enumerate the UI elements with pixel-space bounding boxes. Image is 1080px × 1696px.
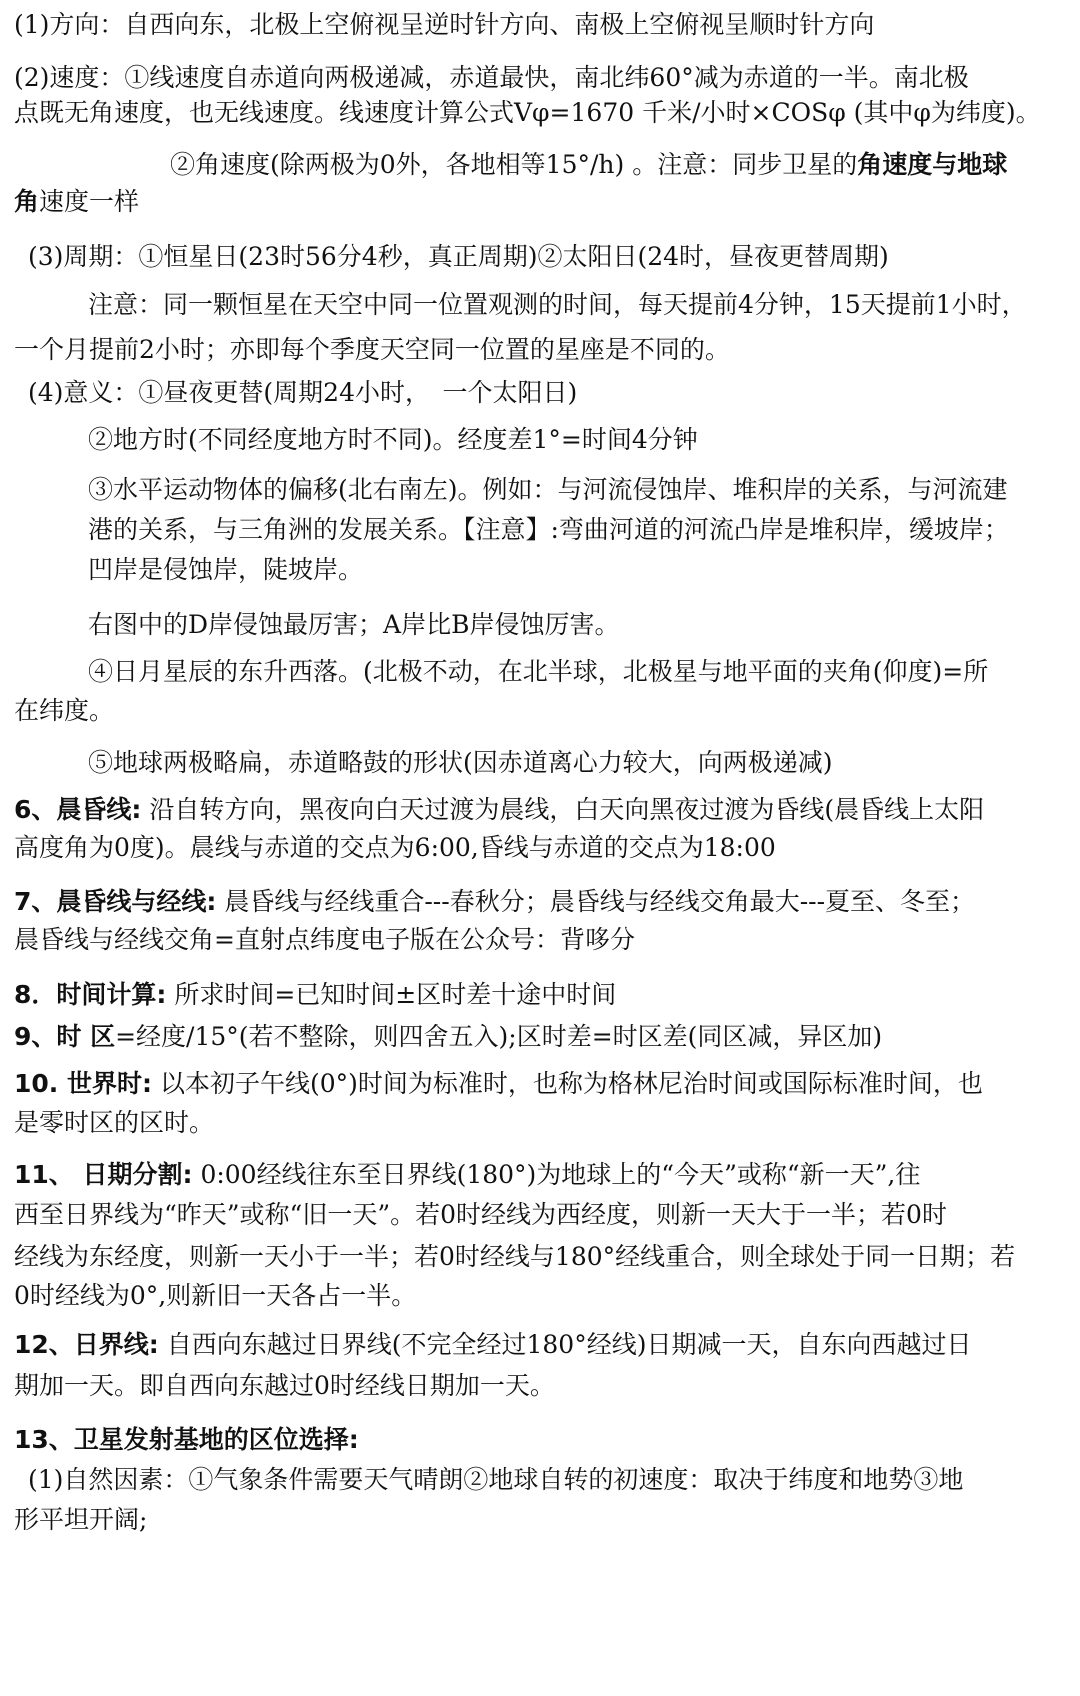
text-line bbox=[170, 145, 1007, 185]
text-line bbox=[88, 743, 833, 783]
bold-heading: 角 bbox=[14, 187, 40, 216]
text-segment: (3)周期：①恒星日(23时56分4秒，真正周期)②太阳日(24时，昼夜更替周期) bbox=[28, 242, 889, 271]
text-segment: 是零时区的区时。 bbox=[14, 1108, 215, 1137]
text-line bbox=[28, 1460, 963, 1500]
bold-heading: 6、晨昏线: bbox=[14, 795, 142, 824]
text-line bbox=[14, 920, 635, 960]
text-segment: 港的关系，与三角洲的发展关系。【注意】:弯曲河道的河流凸岸是堆积岸，缓坡岸； bbox=[88, 515, 1009, 544]
text-segment: =经度/15°(若不整除，则四舍五入);区时差=时区差(同区减，异区加) bbox=[115, 1022, 883, 1051]
bold-heading: 7、晨昏线与经线: bbox=[14, 887, 217, 916]
text-line bbox=[14, 1195, 947, 1235]
text-segment: (1)方向：自西向东，北极上空俯视呈逆时针方向、南极上空俯视呈顺时针方向 bbox=[14, 10, 875, 39]
text-line bbox=[14, 1103, 214, 1143]
text-segment: 一个月提前2小时；亦即每个季度天空同一位置的星座是不同的。 bbox=[14, 335, 730, 364]
text-line bbox=[14, 58, 969, 98]
text-line bbox=[14, 691, 114, 731]
text-segment: ⑤地球两极略扁，赤道略鼓的形状(因赤道离心力较大，向两极递减) bbox=[88, 748, 833, 777]
text-segment: 以本初子午线(0°)时间为标准时，也称为格林尼治时间或国际标准时间，也 bbox=[152, 1069, 983, 1098]
bold-heading: 9、时 区 bbox=[14, 1022, 116, 1051]
text-segment: 形平坦开阔; bbox=[14, 1505, 148, 1534]
text-line bbox=[14, 182, 139, 222]
text-line bbox=[14, 1366, 555, 1406]
text-segment: (4)意义：①昼夜更替(周期24小时， 一个太阳日) bbox=[28, 378, 578, 407]
text-segment: 右图中的D岸侵蚀最厉害；A岸比B岸侵蚀厉害。 bbox=[88, 610, 620, 639]
text-segment: 西至日界线为“昨天”或称“旧一天”。若0时经线为西经度，则新一天大于一半；若0时 bbox=[14, 1200, 947, 1229]
text-line bbox=[14, 1325, 971, 1365]
text-line bbox=[88, 652, 988, 692]
text-segment: ②地方时(不同经度地方时不同)。经度差1°=时间4分钟 bbox=[88, 425, 698, 454]
text-line bbox=[14, 1420, 359, 1460]
text-line bbox=[88, 510, 1009, 550]
bold-heading: 角速度与地球 bbox=[857, 150, 1008, 179]
text-segment: 所求时间=已知时间±区时差十途中时间 bbox=[166, 980, 617, 1009]
text-line bbox=[14, 828, 776, 868]
text-segment: 经线为东经度，则新一天小于一半；若0时经线与180°经线重合，则全球处于同一日期；若 bbox=[14, 1242, 1016, 1271]
text-line bbox=[14, 1276, 416, 1316]
text-line bbox=[28, 237, 889, 277]
text-line bbox=[88, 605, 619, 645]
text-line bbox=[14, 882, 975, 922]
text-segment: ③水平运动物体的偏移(北右南左)。例如：与河流侵蚀岸、堆积岸的关系，与河流建 bbox=[88, 475, 1008, 504]
text-line bbox=[14, 1064, 983, 1104]
text-segment: (2)速度：①线速度自赤道向两极递减，赤道最快，南北纬60°减为赤道的一半。南北极 bbox=[14, 63, 969, 92]
bold-heading: 8．时间计算: bbox=[14, 980, 167, 1009]
text-segment: ④日月星辰的东升西落。(北极不动，在北半球，北极星与地平面的夹角(仰度)=所 bbox=[88, 657, 989, 686]
text-segment: 晨昏线与经线交角=直射点纬度电子版在公众号：背哆分 bbox=[14, 925, 635, 954]
text-line bbox=[14, 975, 616, 1015]
text-line bbox=[88, 420, 698, 460]
text-line bbox=[14, 93, 1041, 133]
text-line bbox=[88, 470, 1008, 510]
text-segment: 自西向东越过日界线(不完全经过180°经线)日期减一天，自东向西越过日 bbox=[158, 1330, 972, 1359]
text-line bbox=[14, 1500, 147, 1540]
text-segment: (1)自然因素：①气象条件需要天气晴朗②地球自转的初速度：取决于纬度和地势③地 bbox=[28, 1465, 964, 1494]
text-segment: 0:00经线往东至日界线(180°)为地球上的“今天”或称“新一天”,往 bbox=[192, 1160, 921, 1189]
text-segment: 晨昏线与经线重合---春秋分；晨昏线与经线交角最大---夏至、冬至； bbox=[216, 887, 976, 916]
text-line bbox=[14, 790, 984, 830]
text-segment: 期加一天。即自西向东越过0时经线日期加一天。 bbox=[14, 1371, 555, 1400]
text-segment: 速度一样 bbox=[39, 187, 140, 216]
text-line bbox=[88, 550, 363, 590]
text-segment: 凹岸是侵蚀岸，陡坡岸。 bbox=[88, 555, 364, 584]
text-segment: 高度角为0度)。晨线与赤道的交点为6:00,昏线与赤道的交点为18:00 bbox=[14, 833, 776, 862]
text-line bbox=[14, 1155, 920, 1195]
bold-heading: 12、日界线: bbox=[14, 1330, 159, 1359]
bold-heading: 11、 日期分割: bbox=[14, 1160, 193, 1189]
bold-heading: 13、卫星发射基地的区位选择: bbox=[14, 1425, 359, 1454]
text-segment: 沿自转方向，黑夜向白天过渡为晨线，白天向黑夜过渡为昏线(晨昏线上太阳 bbox=[141, 795, 985, 824]
text-segment: 点既无角速度，也无线速度。线速度计算公式Vφ=1670 千米/小时×COSφ (其中φ为纬度)。 bbox=[14, 98, 1041, 127]
text-segment: 注意：同一颗恒星在天空中同一位置观测的时间，每天提前4分钟，15天提前1小时， bbox=[88, 290, 1027, 319]
text-line bbox=[88, 285, 1027, 325]
text-line bbox=[14, 5, 874, 45]
text-line bbox=[14, 330, 730, 370]
text-line bbox=[14, 1237, 1015, 1277]
text-line bbox=[14, 1017, 882, 1057]
bold-heading: 10. 世界时: bbox=[14, 1069, 152, 1098]
text-segment: ②角速度(除两极为0外，各地相等15°/h) 。注意：同步卫星的 bbox=[170, 150, 858, 179]
text-segment: 0时经线为0°,则新旧一天各占一半。 bbox=[14, 1281, 417, 1310]
text-line bbox=[28, 373, 577, 413]
text-segment: 在纬度。 bbox=[14, 696, 115, 725]
